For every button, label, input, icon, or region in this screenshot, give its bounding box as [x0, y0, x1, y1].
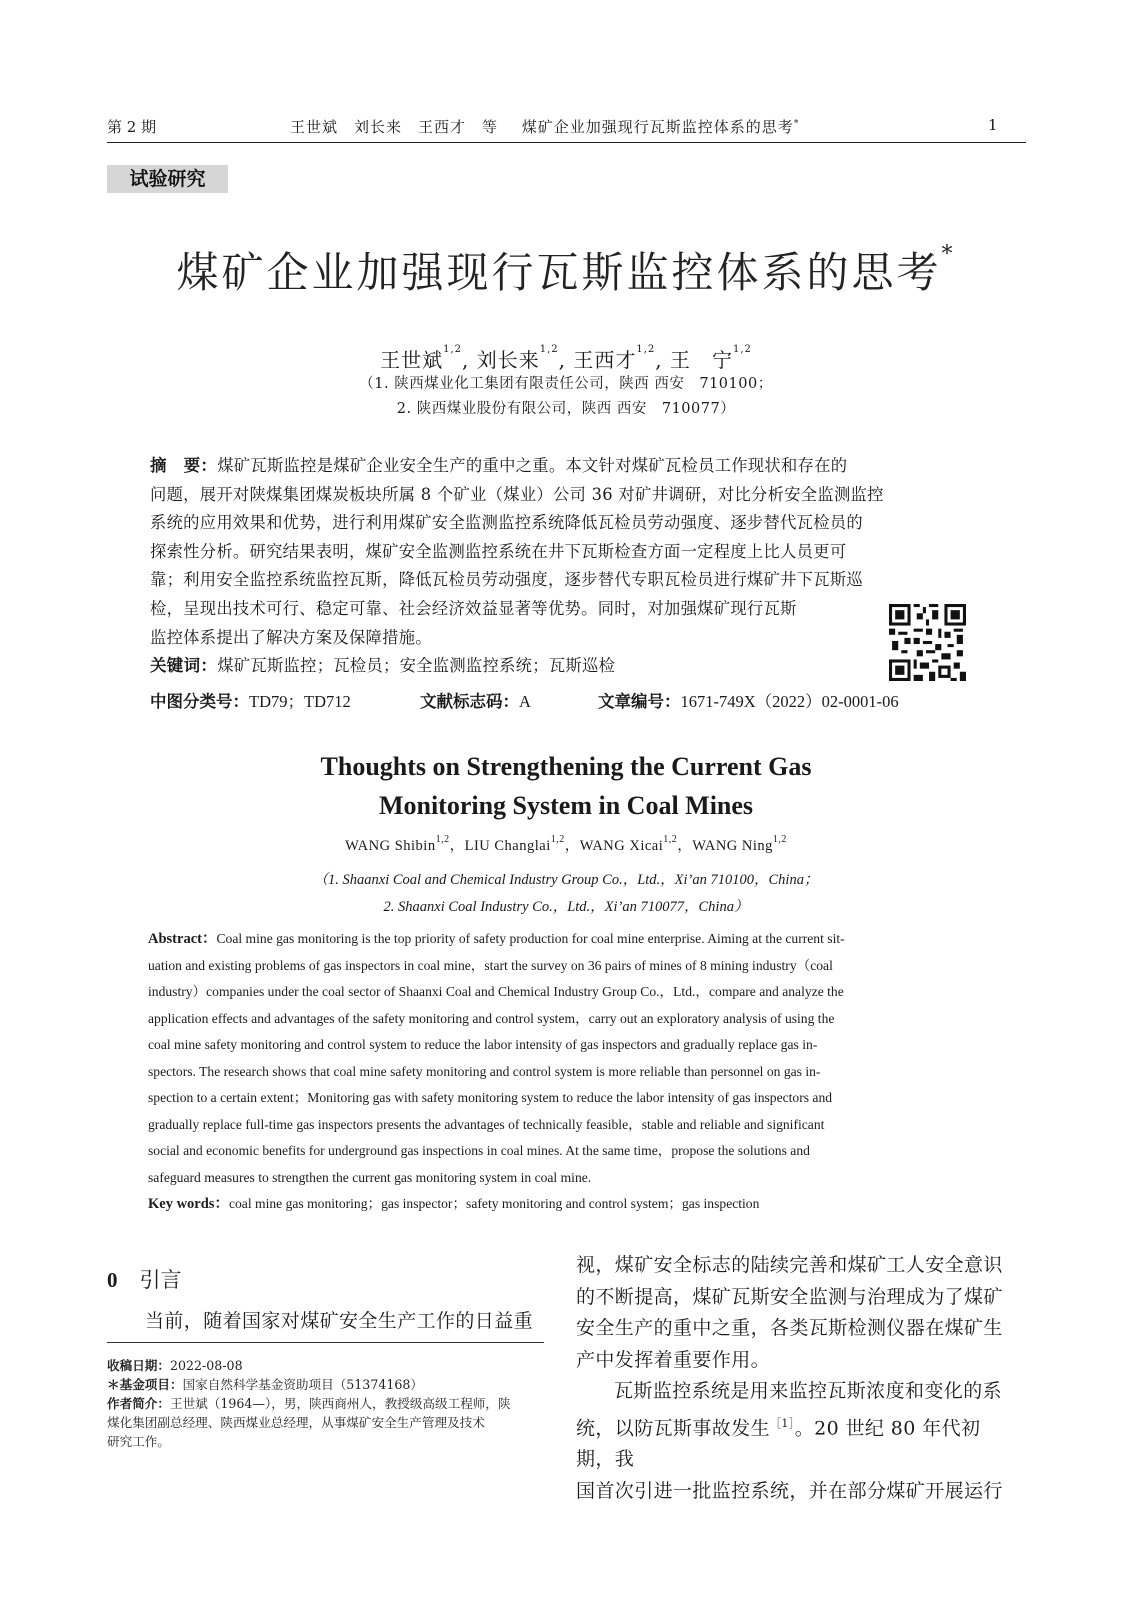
abstract-zh-line-2: 问题，展开对陕煤集团煤炭板块所属 8 个矿业（煤业）公司 36 对矿井调研，对比分析安全监测监控	[150, 484, 884, 504]
doc-code-label: 文献标志码：	[420, 692, 519, 711]
article-number-line	[598, 688, 899, 712]
author-3: 王西才$^{1,2}$,	[573, 344, 663, 372]
keywords-en-text: coal mine gas monitoring；gas inspector；safety monitoring and control system；gas inspection	[228, 1196, 760, 1211]
abstract-zh-line-4: 探索性分析。研究结果表明，煤矿安全监测监控系统在井下瓦斯检查方面一定程度上比人员更可	[150, 541, 847, 561]
abstract-en-line-1: Abstract：Coal mine gas monitoring is the top priority of safety production for coal mine enterprise. Aiming at the current sit-	[148, 931, 845, 947]
right-col-line-1: 视，煤矿安全标志的陆续完善和煤矿工人安全意识	[576, 1254, 1003, 1276]
article-number-value: 1671-749X（2022）02-0001-06	[680, 692, 899, 711]
abstract-en-line-6: spectors. The research shows that coal mine safety monitoring and control system is more reliable than personnel on gas in-	[148, 1063, 821, 1079]
abstract-zh-line-3: 系统的应用效果和优势，进行利用煤矿安全监测监控系统降低瓦检员劳动强度、逐步替代瓦检员的	[150, 513, 863, 533]
keywords-zh-label: 关键词：	[150, 656, 218, 676]
keywords-zh	[150, 652, 990, 681]
authors-en	[0, 834, 1132, 855]
header-authors	[290, 116, 799, 137]
abstract-en-line-4: application effects and advantages of the safety monitoring and control system，carry out an exploratory analysis of using the	[148, 1010, 835, 1026]
title-mark: *	[941, 242, 956, 267]
author-1: 王世斌$^{1,2}$,	[380, 344, 470, 372]
section-heading	[107, 1264, 182, 1294]
abstract-en-line-5: coal mine safety monitoring and control system to reduce the labor intensity of gas inspectors and gradually replace gas in-	[148, 1037, 818, 1052]
abstract-zh-line-5: 靠；利用安全监控系统监控瓦斯，降低瓦检员劳动强度，逐步替代专职瓦检员进行煤矿井下瓦斯巡	[150, 570, 863, 590]
right-col-line-4: 产中发挥着重要作用。	[576, 1348, 771, 1371]
footnotes	[107, 1356, 544, 1451]
affiliation-zh-2: 2. 陕西煤业股份有限公司，陕西 西安 710077）	[396, 401, 736, 417]
authors-zh	[0, 344, 1132, 373]
right-col-para2-line-2: 统，以防瓦斯事故发生$^{[1]}$。20 世纪 80 年代初期，我	[576, 1416, 981, 1471]
header-issue: 第 2 期	[107, 118, 157, 136]
right-col-line-2: 的不断提高，煤矿瓦斯安全监测与治理成为了煤矿	[576, 1285, 1003, 1308]
header-title-mark: *	[793, 119, 800, 129]
author-en-3: WANG Xicai$^{1,2}$，	[579, 834, 693, 854]
author-bio-line-2: 煤化集团副总经理、陕西煤业总经理，从事煤矿安全生产管理及技术	[107, 1415, 485, 1430]
author-en-1: WANG Shibin$^{1,2}$，	[345, 834, 465, 854]
header-rule	[107, 142, 1026, 143]
fund-info: ＊基金项目：国家自然科学基金资助项目（51374168）	[107, 1377, 423, 1392]
abstract-zh	[150, 452, 990, 681]
author-en-2: LIU Changlai$^{1,2}$，	[464, 834, 580, 854]
title-en-line-1: Thoughts on Strengthening the Current Gas	[320, 752, 812, 781]
clc-value: TD79；TD712	[249, 692, 351, 711]
abstract-en-line-7: spection to a certain extent；Monitoring gas with safety monitoring system to reduce the labor intensity of gas inspectors and	[148, 1090, 833, 1105]
right-col-para2-line-1: 瓦斯监控系统是用来监控瓦斯浓度和变化的系	[614, 1380, 1003, 1402]
title-text: 煤矿企业加强现行瓦斯监控体系的思考	[176, 248, 942, 297]
abstract-en-line-2: uation and existing problems of gas inspectors in coal mine，start the survey on 36 pairs of mines of 8 mining industry（coal	[148, 957, 833, 973]
affiliation-en-2: 2. Shaanxi Coal Industry Co.，Ltd.，Xi’an 710077，China）	[383, 899, 749, 915]
author-2: 刘长来$^{1,2}$,	[476, 344, 566, 372]
abstract-zh-line-1: 摘 要：煤矿瓦斯监控是煤矿企业安全生产的重中之重。本文针对煤矿瓦检员工作现状和存在的	[150, 456, 848, 475]
header-running-title: 煤矿企业加强现行瓦斯监控体系的思考	[521, 118, 794, 136]
page-title	[0, 240, 1132, 300]
header-authors-text: 王世斌 刘长来 王西才 等	[290, 118, 499, 136]
left-column-text: 当前，随着国家对煤矿安全生产工作的日益重	[145, 1310, 534, 1332]
clc-label: 中图分类号：	[150, 692, 249, 711]
doc-code-value: A	[519, 692, 531, 711]
keywords-en-label: Key words：	[148, 1196, 229, 1212]
abstract-zh-label: 摘 要：	[150, 456, 218, 475]
clc-line	[150, 688, 351, 712]
abstract-en-line-9: social and economic benefits for underground gas inspections in coal mines. At the same time，propose the solutions and	[148, 1143, 810, 1158]
author-bio-line-3: 研究工作。	[107, 1434, 170, 1449]
qr-code-icon	[889, 604, 966, 681]
section-number: 0	[107, 1268, 118, 1292]
abstract-zh-line-7: 监控体系提出了解决方案及保障措施。	[150, 627, 432, 647]
citation-ref[interactable]: ［1］	[770, 1416, 795, 1430]
abstract-en	[148, 926, 986, 1218]
article-number-label: 文章编号：	[598, 692, 681, 711]
author-en-4: WANG Ning$^{1,2}$	[692, 834, 787, 854]
received-date: 收稿日期：2022-08-08	[107, 1358, 243, 1373]
right-col-line-3: 安全生产的重中之重，各类瓦斯检测仪器在煤矿生	[576, 1317, 1003, 1339]
right-col-para2-line-3: 国首次引进一批监控系统，并在部分煤矿开展运行	[576, 1479, 1003, 1502]
keywords-zh-text: 煤矿瓦斯监控；瓦检员；安全监测监控系统；瓦斯巡检	[217, 656, 616, 676]
right-column-text	[576, 1250, 1016, 1507]
author-bio-line-1: 作者简介：王世斌（1964—），男，陕西商州人，教授级高级工程师，陕	[107, 1396, 511, 1411]
doc-code-line	[420, 688, 531, 712]
abstract-en-line-3: industry）companies under the coal sector of Shaanxi Coal and Chemical Industry Group Co.，Ltd.，compare and analyze the	[148, 984, 844, 999]
affiliation-zh-1: （1. 陕西煤业化工集团有限责任公司，陕西 西安 710100；	[359, 376, 773, 392]
affiliation-en-1: （1. Shaanxi Coal and Chemical Industry Group Co.，Ltd.，Xi’an 710100，China；	[313, 872, 819, 888]
keywords-en	[148, 1191, 986, 1218]
abstract-en-line-8: gradually replace full-time gas inspectors presents the advantages of technically feasible，stable and reliable and significant	[148, 1116, 825, 1132]
section-title: 引言	[139, 1268, 182, 1292]
section-tag: 试验研究	[107, 165, 228, 193]
footnote-rule	[107, 1342, 544, 1343]
abstract-en-line-10: safeguard measures to strengthen the current gas monitoring system in coal mine.	[148, 1169, 592, 1185]
author-4: 王 宁$^{1,2}$	[669, 344, 752, 372]
abstract-zh-line-6: 检，呈现出技术可行、稳定可靠、社会经济效益显著等优势。同时，对加强煤矿现行瓦斯	[150, 598, 797, 618]
header-page-number: 1	[988, 116, 998, 134]
title-en-line-2: Monitoring System in Coal Mines	[378, 791, 754, 820]
abstract-en-label: Abstract：	[148, 931, 217, 947]
